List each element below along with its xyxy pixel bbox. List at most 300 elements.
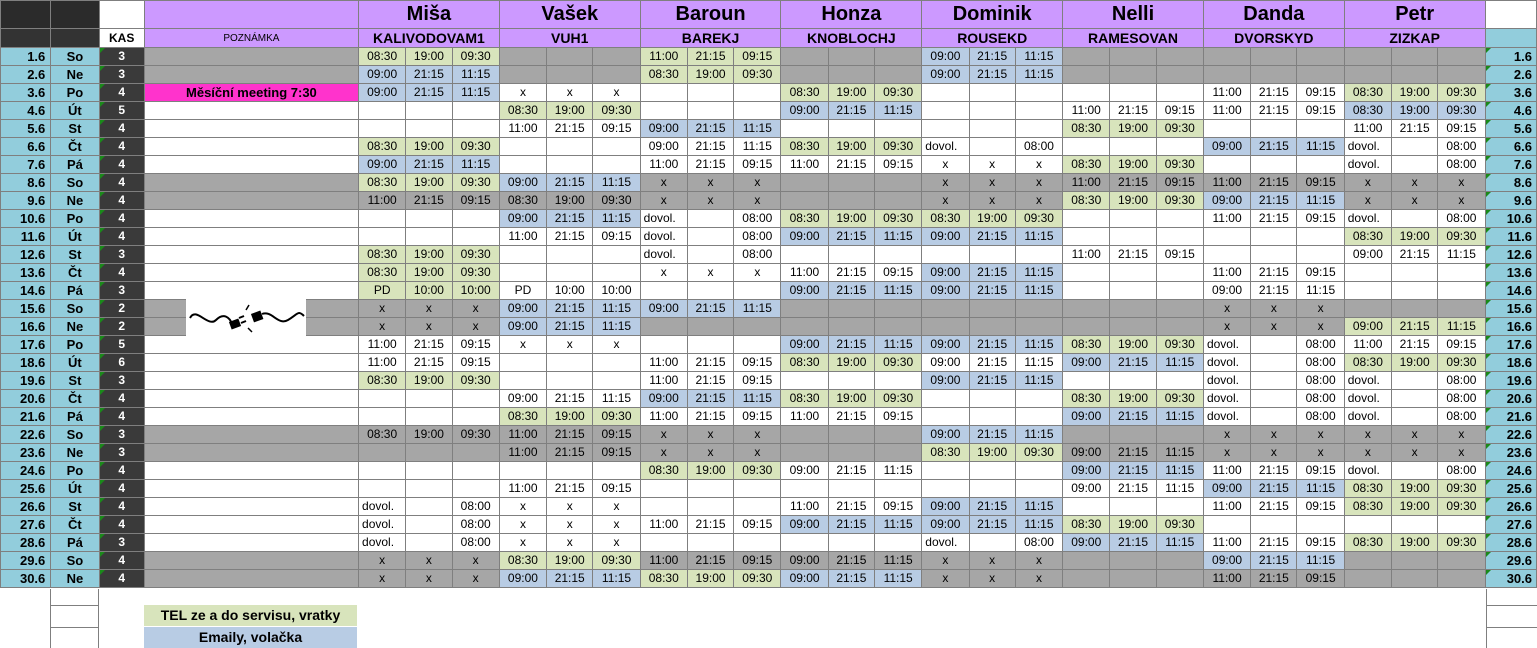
shift-cell[interactable] — [1156, 66, 1203, 84]
row-date[interactable]: 25.6 — [1, 480, 51, 498]
shift-cell[interactable]: 11:00 — [1063, 246, 1110, 264]
shift-cell[interactable] — [452, 390, 499, 408]
row-date[interactable]: 12.6 — [1, 246, 51, 264]
shift-cell[interactable]: 09:30 — [452, 48, 499, 66]
shift-cell[interactable]: 09:00 — [781, 516, 828, 534]
shift-cell[interactable] — [1015, 318, 1062, 336]
shift-cell[interactable]: x — [687, 426, 733, 444]
shift-cell[interactable]: 21:15 — [828, 552, 874, 570]
shift-cell[interactable]: 11:15 — [734, 390, 781, 408]
shift-cell[interactable] — [781, 192, 828, 210]
shift-cell[interactable] — [969, 300, 1015, 318]
shift-cell[interactable]: x — [547, 84, 593, 102]
shift-cell[interactable] — [969, 390, 1015, 408]
shift-cell[interactable]: 11:00 — [499, 120, 546, 138]
row-date[interactable]: 23.6 — [1, 444, 51, 462]
shift-cell[interactable] — [828, 120, 874, 138]
shift-cell[interactable] — [969, 534, 1015, 552]
row-kas[interactable]: 6 — [99, 354, 144, 372]
row-date-right[interactable]: 7.6 — [1485, 156, 1536, 174]
shift-cell[interactable]: 08:00 — [1438, 156, 1485, 174]
row-date-right[interactable]: 16.6 — [1485, 318, 1536, 336]
row-date[interactable]: 16.6 — [1, 318, 51, 336]
row-date[interactable]: 28.6 — [1, 534, 51, 552]
shift-cell[interactable] — [875, 246, 922, 264]
row-date-right[interactable]: 27.6 — [1485, 516, 1536, 534]
shift-cell[interactable]: x — [1344, 174, 1391, 192]
shift-cell[interactable]: 09:00 — [1063, 408, 1110, 426]
shift-cell[interactable]: x — [1203, 300, 1250, 318]
shift-cell[interactable]: 21:15 — [828, 102, 874, 120]
row-kas[interactable]: 4 — [99, 138, 144, 156]
row-note[interactable] — [144, 498, 358, 516]
shift-cell[interactable]: dovol. — [1344, 156, 1391, 174]
shift-cell[interactable]: 08:30 — [781, 210, 828, 228]
row-date-right[interactable]: 1.6 — [1485, 48, 1536, 66]
shift-cell[interactable]: 19:00 — [406, 174, 452, 192]
shift-cell[interactable]: 08:30 — [922, 444, 969, 462]
shift-cell[interactable]: 21:15 — [687, 120, 733, 138]
shift-cell[interactable] — [734, 282, 781, 300]
shift-cell[interactable]: 11:15 — [1156, 444, 1203, 462]
shift-cell[interactable] — [875, 66, 922, 84]
shift-cell[interactable]: x — [640, 264, 687, 282]
shift-cell[interactable]: 09:15 — [1156, 246, 1203, 264]
shift-cell[interactable]: 11:15 — [593, 570, 640, 588]
shift-cell[interactable]: 21:15 — [828, 570, 874, 588]
row-date-right[interactable]: 30.6 — [1485, 570, 1536, 588]
shift-cell[interactable] — [969, 102, 1015, 120]
shift-cell[interactable]: 09:00 — [781, 102, 828, 120]
shift-cell[interactable]: 19:00 — [1392, 102, 1438, 120]
shift-cell[interactable]: 21:15 — [828, 282, 874, 300]
shift-cell[interactable]: x — [1297, 318, 1344, 336]
shift-cell[interactable]: 09:30 — [1156, 516, 1203, 534]
row-date[interactable]: 3.6 — [1, 84, 51, 102]
shift-cell[interactable] — [547, 66, 593, 84]
shift-cell[interactable]: 08:00 — [734, 228, 781, 246]
shift-cell[interactable]: 09:15 — [734, 156, 781, 174]
shift-cell[interactable] — [1251, 48, 1297, 66]
shift-cell[interactable]: 21:15 — [547, 480, 593, 498]
row-date-right[interactable]: 20.6 — [1485, 390, 1536, 408]
shift-cell[interactable]: dovol. — [922, 534, 969, 552]
shift-cell[interactable]: dovol. — [640, 228, 687, 246]
shift-cell[interactable] — [1392, 264, 1438, 282]
shift-cell[interactable]: 09:00 — [1203, 138, 1250, 156]
shift-cell[interactable] — [781, 318, 828, 336]
shift-cell[interactable]: 21:15 — [969, 426, 1015, 444]
shift-cell[interactable] — [1438, 516, 1485, 534]
shift-cell[interactable]: 09:00 — [359, 66, 406, 84]
shift-cell[interactable]: 08:00 — [734, 210, 781, 228]
shift-cell[interactable] — [452, 444, 499, 462]
shift-cell[interactable]: 21:15 — [406, 192, 452, 210]
shift-cell[interactable]: 19:00 — [1392, 534, 1438, 552]
shift-cell[interactable]: 21:15 — [1392, 318, 1438, 336]
shift-cell[interactable] — [687, 282, 733, 300]
row-kas[interactable]: 4 — [99, 498, 144, 516]
row-date[interactable]: 20.6 — [1, 390, 51, 408]
row-date[interactable]: 6.6 — [1, 138, 51, 156]
shift-cell[interactable]: 09:00 — [922, 372, 969, 390]
shift-cell[interactable]: 09:00 — [1344, 318, 1391, 336]
row-day[interactable]: St — [51, 246, 99, 264]
shift-cell[interactable]: x — [452, 570, 499, 588]
shift-cell[interactable]: 09:00 — [922, 354, 969, 372]
shift-cell[interactable] — [1392, 156, 1438, 174]
shift-cell[interactable]: 21:15 — [1251, 498, 1297, 516]
shift-cell[interactable] — [875, 48, 922, 66]
shift-cell[interactable] — [1344, 300, 1391, 318]
shift-cell[interactable] — [1156, 570, 1203, 588]
shift-cell[interactable]: 11:15 — [1297, 480, 1344, 498]
row-date[interactable]: 1.6 — [1, 48, 51, 66]
shift-cell[interactable] — [781, 534, 828, 552]
shift-cell[interactable] — [1344, 66, 1391, 84]
shift-cell[interactable] — [1110, 138, 1156, 156]
shift-cell[interactable] — [1110, 552, 1156, 570]
shift-cell[interactable]: 08:00 — [1438, 408, 1485, 426]
shift-cell[interactable]: 21:15 — [547, 210, 593, 228]
shift-cell[interactable] — [1063, 426, 1110, 444]
row-date[interactable]: 9.6 — [1, 192, 51, 210]
shift-cell[interactable] — [1392, 390, 1438, 408]
shift-cell[interactable]: 09:00 — [922, 228, 969, 246]
shift-cell[interactable]: 21:15 — [828, 498, 874, 516]
shift-cell[interactable]: x — [499, 84, 546, 102]
shift-cell[interactable]: 11:00 — [1063, 174, 1110, 192]
shift-cell[interactable] — [452, 480, 499, 498]
shift-cell[interactable] — [1063, 138, 1110, 156]
shift-cell[interactable]: 09:00 — [781, 570, 828, 588]
shift-cell[interactable] — [687, 84, 733, 102]
shift-cell[interactable]: 10:00 — [547, 282, 593, 300]
shift-cell[interactable] — [547, 354, 593, 372]
shift-cell[interactable]: x — [1297, 444, 1344, 462]
shift-cell[interactable]: dovol. — [640, 246, 687, 264]
row-note[interactable] — [144, 246, 358, 264]
shift-cell[interactable]: 21:15 — [547, 228, 593, 246]
row-date[interactable]: 2.6 — [1, 66, 51, 84]
shift-cell[interactable]: 19:00 — [1392, 84, 1438, 102]
shift-cell[interactable]: x — [1344, 192, 1391, 210]
shift-cell[interactable] — [687, 318, 733, 336]
shift-cell[interactable]: 09:15 — [452, 354, 499, 372]
shift-cell[interactable]: 21:15 — [1110, 102, 1156, 120]
shift-cell[interactable]: 09:30 — [875, 354, 922, 372]
shift-cell[interactable]: 09:00 — [922, 282, 969, 300]
shift-cell[interactable] — [1344, 48, 1391, 66]
shift-cell[interactable]: 09:00 — [499, 390, 546, 408]
shift-cell[interactable]: x — [406, 300, 452, 318]
shift-cell[interactable]: 08:30 — [499, 552, 546, 570]
shift-cell[interactable] — [1063, 300, 1110, 318]
shift-cell[interactable]: 08:30 — [1344, 354, 1391, 372]
shift-cell[interactable] — [1110, 372, 1156, 390]
shift-cell[interactable] — [1015, 246, 1062, 264]
shift-cell[interactable]: 21:15 — [406, 336, 452, 354]
shift-cell[interactable] — [1251, 66, 1297, 84]
shift-cell[interactable]: 11:15 — [593, 174, 640, 192]
shift-cell[interactable]: x — [922, 552, 969, 570]
shift-cell[interactable] — [406, 120, 452, 138]
shift-cell[interactable]: 11:15 — [1015, 48, 1062, 66]
shift-cell[interactable]: 08:30 — [1344, 480, 1391, 498]
shift-cell[interactable] — [1063, 264, 1110, 282]
shift-cell[interactable]: 21:15 — [687, 372, 733, 390]
shift-cell[interactable]: 21:15 — [687, 390, 733, 408]
shift-cell[interactable] — [781, 174, 828, 192]
shift-cell[interactable] — [547, 138, 593, 156]
shift-cell[interactable] — [640, 534, 687, 552]
shift-cell[interactable] — [499, 48, 546, 66]
shift-cell[interactable] — [1063, 372, 1110, 390]
row-date-right[interactable]: 3.6 — [1485, 84, 1536, 102]
shift-cell[interactable]: 09:00 — [1063, 480, 1110, 498]
shift-cell[interactable]: 09:30 — [593, 552, 640, 570]
shift-cell[interactable] — [1063, 318, 1110, 336]
shift-cell[interactable]: 08:00 — [1297, 390, 1344, 408]
shift-cell[interactable]: 21:15 — [1110, 246, 1156, 264]
shift-cell[interactable]: x — [1392, 174, 1438, 192]
shift-cell[interactable] — [547, 462, 593, 480]
shift-cell[interactable] — [687, 246, 733, 264]
shift-cell[interactable]: 11:15 — [875, 282, 922, 300]
shift-cell[interactable]: 09:00 — [781, 336, 828, 354]
shift-cell[interactable]: 11:15 — [1015, 264, 1062, 282]
row-day[interactable]: So — [51, 48, 99, 66]
shift-cell[interactable] — [640, 102, 687, 120]
shift-cell[interactable] — [406, 462, 452, 480]
row-date[interactable]: 14.6 — [1, 282, 51, 300]
shift-cell[interactable] — [406, 534, 452, 552]
shift-cell[interactable] — [687, 336, 733, 354]
shift-cell[interactable]: 09:00 — [640, 390, 687, 408]
shift-cell[interactable]: 09:00 — [499, 570, 546, 588]
shift-cell[interactable]: 21:15 — [406, 84, 452, 102]
shift-cell[interactable] — [922, 462, 969, 480]
shift-cell[interactable]: x — [640, 174, 687, 192]
shift-cell[interactable] — [1156, 552, 1203, 570]
row-kas[interactable]: 4 — [99, 84, 144, 102]
shift-cell[interactable] — [1156, 372, 1203, 390]
shift-cell[interactable]: 09:30 — [1156, 192, 1203, 210]
shift-cell[interactable] — [687, 102, 733, 120]
row-date-right[interactable]: 10.6 — [1485, 210, 1536, 228]
shift-cell[interactable] — [1110, 318, 1156, 336]
shift-cell[interactable]: dovol. — [1344, 372, 1391, 390]
shift-cell[interactable]: 08:00 — [452, 534, 499, 552]
shift-cell[interactable] — [1297, 246, 1344, 264]
shift-cell[interactable] — [828, 426, 874, 444]
shift-cell[interactable]: 19:00 — [1392, 498, 1438, 516]
shift-cell[interactable]: 21:15 — [687, 48, 733, 66]
shift-cell[interactable]: 09:30 — [1438, 480, 1485, 498]
shift-cell[interactable] — [781, 426, 828, 444]
shift-cell[interactable] — [452, 228, 499, 246]
shift-cell[interactable]: 09:30 — [734, 570, 781, 588]
row-kas[interactable]: 4 — [99, 228, 144, 246]
shift-cell[interactable] — [640, 480, 687, 498]
shift-cell[interactable]: x — [1015, 570, 1062, 588]
shift-cell[interactable] — [875, 192, 922, 210]
row-note[interactable] — [144, 174, 358, 192]
shift-cell[interactable]: x — [1203, 444, 1250, 462]
shift-cell[interactable]: 11:15 — [1156, 408, 1203, 426]
row-date-right[interactable]: 9.6 — [1485, 192, 1536, 210]
shift-cell[interactable]: 08:30 — [1344, 534, 1391, 552]
shift-cell[interactable]: 11:15 — [1015, 336, 1062, 354]
shift-cell[interactable]: 09:00 — [1063, 354, 1110, 372]
shift-cell[interactable]: 09:30 — [452, 138, 499, 156]
shift-cell[interactable]: 09:00 — [1063, 534, 1110, 552]
shift-cell[interactable] — [547, 246, 593, 264]
shift-cell[interactable]: 08:30 — [359, 246, 406, 264]
shift-cell[interactable]: 21:15 — [828, 336, 874, 354]
shift-cell[interactable]: 09:15 — [734, 408, 781, 426]
shift-cell[interactable] — [1392, 516, 1438, 534]
row-date[interactable]: 17.6 — [1, 336, 51, 354]
shift-cell[interactable]: 08:30 — [1063, 390, 1110, 408]
row-note[interactable] — [144, 282, 358, 300]
shift-cell[interactable] — [734, 102, 781, 120]
shift-cell[interactable] — [499, 372, 546, 390]
shift-cell[interactable] — [547, 156, 593, 174]
row-note[interactable] — [144, 480, 358, 498]
shift-cell[interactable] — [922, 300, 969, 318]
shift-cell[interactable] — [452, 102, 499, 120]
shift-cell[interactable]: 21:15 — [828, 516, 874, 534]
shift-cell[interactable] — [1063, 210, 1110, 228]
shift-cell[interactable] — [922, 408, 969, 426]
shift-cell[interactable] — [1063, 552, 1110, 570]
shift-cell[interactable]: x — [969, 192, 1015, 210]
shift-cell[interactable] — [1392, 408, 1438, 426]
shift-cell[interactable] — [1156, 264, 1203, 282]
shift-cell[interactable]: 21:15 — [547, 444, 593, 462]
shift-cell[interactable]: 21:15 — [1251, 210, 1297, 228]
row-date-right[interactable]: 18.6 — [1485, 354, 1536, 372]
shift-cell[interactable]: 08:30 — [1344, 102, 1391, 120]
shift-cell[interactable]: 21:15 — [1251, 570, 1297, 588]
shift-cell[interactable]: 11:00 — [499, 444, 546, 462]
shift-cell[interactable]: 09:30 — [1015, 210, 1062, 228]
shift-cell[interactable]: 09:00 — [640, 120, 687, 138]
shift-cell[interactable] — [359, 462, 406, 480]
shift-cell[interactable]: x — [359, 300, 406, 318]
shift-cell[interactable]: 11:00 — [1203, 264, 1250, 282]
shift-cell[interactable]: 08:00 — [1438, 138, 1485, 156]
row-kas[interactable]: 3 — [99, 246, 144, 264]
shift-cell[interactable] — [1063, 228, 1110, 246]
shift-cell[interactable]: dovol. — [1203, 336, 1250, 354]
shift-cell[interactable] — [640, 498, 687, 516]
row-date[interactable]: 7.6 — [1, 156, 51, 174]
shift-cell[interactable]: 21:15 — [969, 372, 1015, 390]
shift-cell[interactable]: x — [406, 570, 452, 588]
shift-cell[interactable] — [406, 102, 452, 120]
shift-cell[interactable] — [593, 462, 640, 480]
shift-cell[interactable]: 08:00 — [1297, 336, 1344, 354]
shift-cell[interactable]: 09:00 — [1203, 480, 1250, 498]
shift-cell[interactable]: x — [406, 552, 452, 570]
shift-cell[interactable]: 09:30 — [1015, 444, 1062, 462]
shift-cell[interactable] — [1392, 66, 1438, 84]
row-kas[interactable]: 4 — [99, 156, 144, 174]
shift-cell[interactable]: x — [1344, 444, 1391, 462]
row-note[interactable] — [144, 156, 358, 174]
shift-cell[interactable]: 21:15 — [1251, 84, 1297, 102]
shift-cell[interactable] — [359, 444, 406, 462]
shift-cell[interactable] — [359, 120, 406, 138]
shift-cell[interactable]: x — [922, 570, 969, 588]
shift-cell[interactable]: 09:15 — [452, 192, 499, 210]
row-day[interactable]: Ne — [51, 66, 99, 84]
row-kas[interactable]: 2 — [99, 318, 144, 336]
shift-cell[interactable]: 11:00 — [1344, 120, 1391, 138]
shift-cell[interactable]: 09:15 — [875, 264, 922, 282]
shift-cell[interactable]: 09:15 — [593, 228, 640, 246]
shift-cell[interactable]: 09:00 — [640, 138, 687, 156]
shift-cell[interactable]: 09:30 — [875, 390, 922, 408]
shift-cell[interactable] — [922, 246, 969, 264]
shift-cell[interactable] — [1438, 48, 1485, 66]
shift-cell[interactable]: 08:00 — [1438, 390, 1485, 408]
shift-cell[interactable] — [1251, 408, 1297, 426]
shift-cell[interactable]: 11:00 — [499, 480, 546, 498]
shift-cell[interactable]: 09:30 — [452, 246, 499, 264]
shift-cell[interactable]: x — [687, 192, 733, 210]
shift-cell[interactable] — [922, 120, 969, 138]
shift-cell[interactable]: x — [687, 174, 733, 192]
shift-cell[interactable]: 11:00 — [640, 48, 687, 66]
shift-cell[interactable]: 11:00 — [359, 192, 406, 210]
shift-cell[interactable]: x — [640, 426, 687, 444]
shift-cell[interactable]: 08:30 — [640, 462, 687, 480]
shift-cell[interactable]: 21:15 — [1110, 462, 1156, 480]
shift-cell[interactable] — [969, 84, 1015, 102]
row-note[interactable] — [144, 210, 358, 228]
shift-cell[interactable]: 08:00 — [1297, 372, 1344, 390]
shift-cell[interactable]: 21:15 — [687, 408, 733, 426]
shift-cell[interactable]: x — [1438, 174, 1485, 192]
shift-cell[interactable] — [359, 480, 406, 498]
shift-cell[interactable]: 11:15 — [1297, 552, 1344, 570]
row-date-right[interactable]: 12.6 — [1485, 246, 1536, 264]
shift-cell[interactable] — [1110, 282, 1156, 300]
row-day[interactable]: St — [51, 120, 99, 138]
shift-cell[interactable] — [828, 534, 874, 552]
shift-cell[interactable]: 21:15 — [969, 498, 1015, 516]
shift-cell[interactable] — [687, 210, 733, 228]
shift-cell[interactable]: dovol. — [1203, 372, 1250, 390]
row-day[interactable]: Út — [51, 102, 99, 120]
row-date-right[interactable]: 6.6 — [1485, 138, 1536, 156]
shift-cell[interactable] — [1063, 66, 1110, 84]
shift-cell[interactable]: x — [547, 516, 593, 534]
shift-cell[interactable]: 09:30 — [1156, 156, 1203, 174]
shift-cell[interactable]: 11:15 — [734, 300, 781, 318]
shift-cell[interactable] — [1110, 264, 1156, 282]
row-date-right[interactable]: 19.6 — [1485, 372, 1536, 390]
shift-cell[interactable] — [1110, 498, 1156, 516]
shift-cell[interactable]: 09:00 — [781, 462, 828, 480]
shift-cell[interactable] — [875, 426, 922, 444]
row-date[interactable]: 27.6 — [1, 516, 51, 534]
row-day[interactable]: Út — [51, 228, 99, 246]
shift-cell[interactable]: x — [1392, 192, 1438, 210]
